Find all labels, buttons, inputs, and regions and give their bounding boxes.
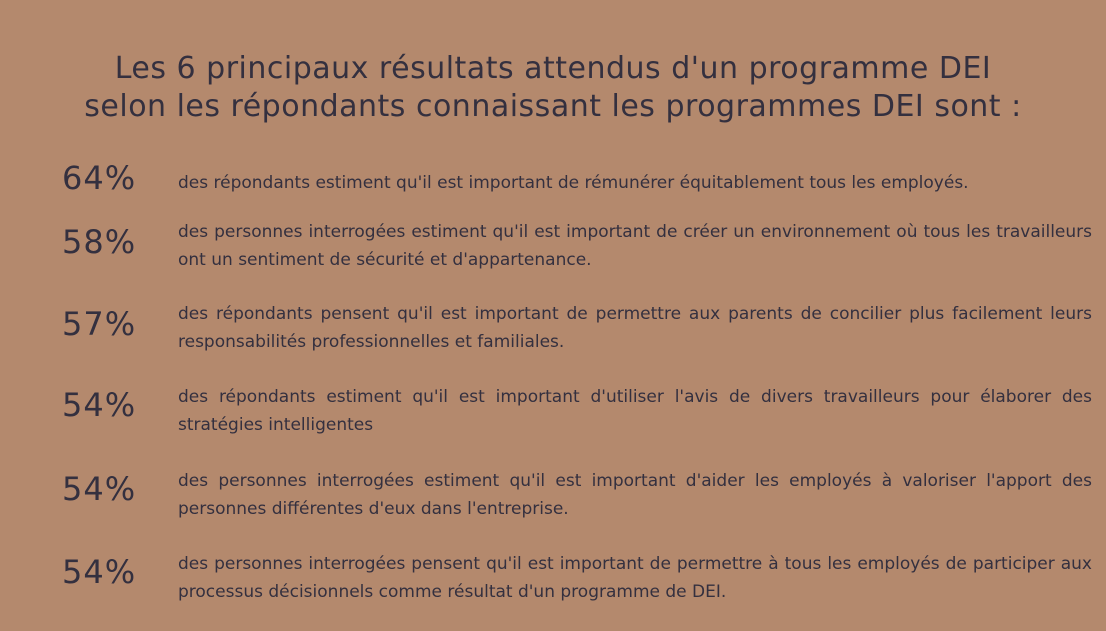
result-item-6 [0,550,1106,610]
result-description: des répondants estiment qu'il est important de rémunérer équitablement tous les employés. [178,173,969,193]
result-percent: 54% [62,553,137,591]
result-percent: 54% [62,470,137,508]
result-description: des répondants estiment qu'il est important d'utiliser l'avis de divers travailleurs pour élaborer des stratégies intelligentes [178,387,1092,435]
title-line-2: selon les répondants connaissant les programmes DEI sont : [84,89,1022,124]
result-percent: 54% [62,386,137,424]
result-item-4 [0,383,1106,443]
result-item-2 [0,218,1106,278]
result-item-1 [0,158,1106,218]
result-description: des personnes interrogées estiment qu'il est important d'aider les employés à valoriser l'apport des personnes différentes d'eux dans l'entreprise. [178,471,1092,519]
result-description: des personnes interrogées pensent qu'il est important de permettre à tous les employés de participer aux processus décisionnels comme résultat d'un programme de DEI. [178,554,1092,602]
title-line-1: Les 6 principaux résultats attendus d'un programme DEI [114,51,992,86]
result-percent: 64% [62,159,137,197]
result-description: des personnes interrogées estiment qu'il est important de créer un environnement où tous les travailleurs ont un sentiment de sécurité et d'appartenance. [178,222,1092,270]
page-title [0,50,1106,126]
result-description: des répondants pensent qu'il est important de permettre aux parents de concilier plus facilement leurs responsabilités professionnelles et familiales. [178,304,1092,352]
result-item-5 [0,467,1106,527]
result-percent: 57% [62,305,137,343]
result-percent: 58% [62,223,137,261]
result-item-3 [0,302,1106,362]
